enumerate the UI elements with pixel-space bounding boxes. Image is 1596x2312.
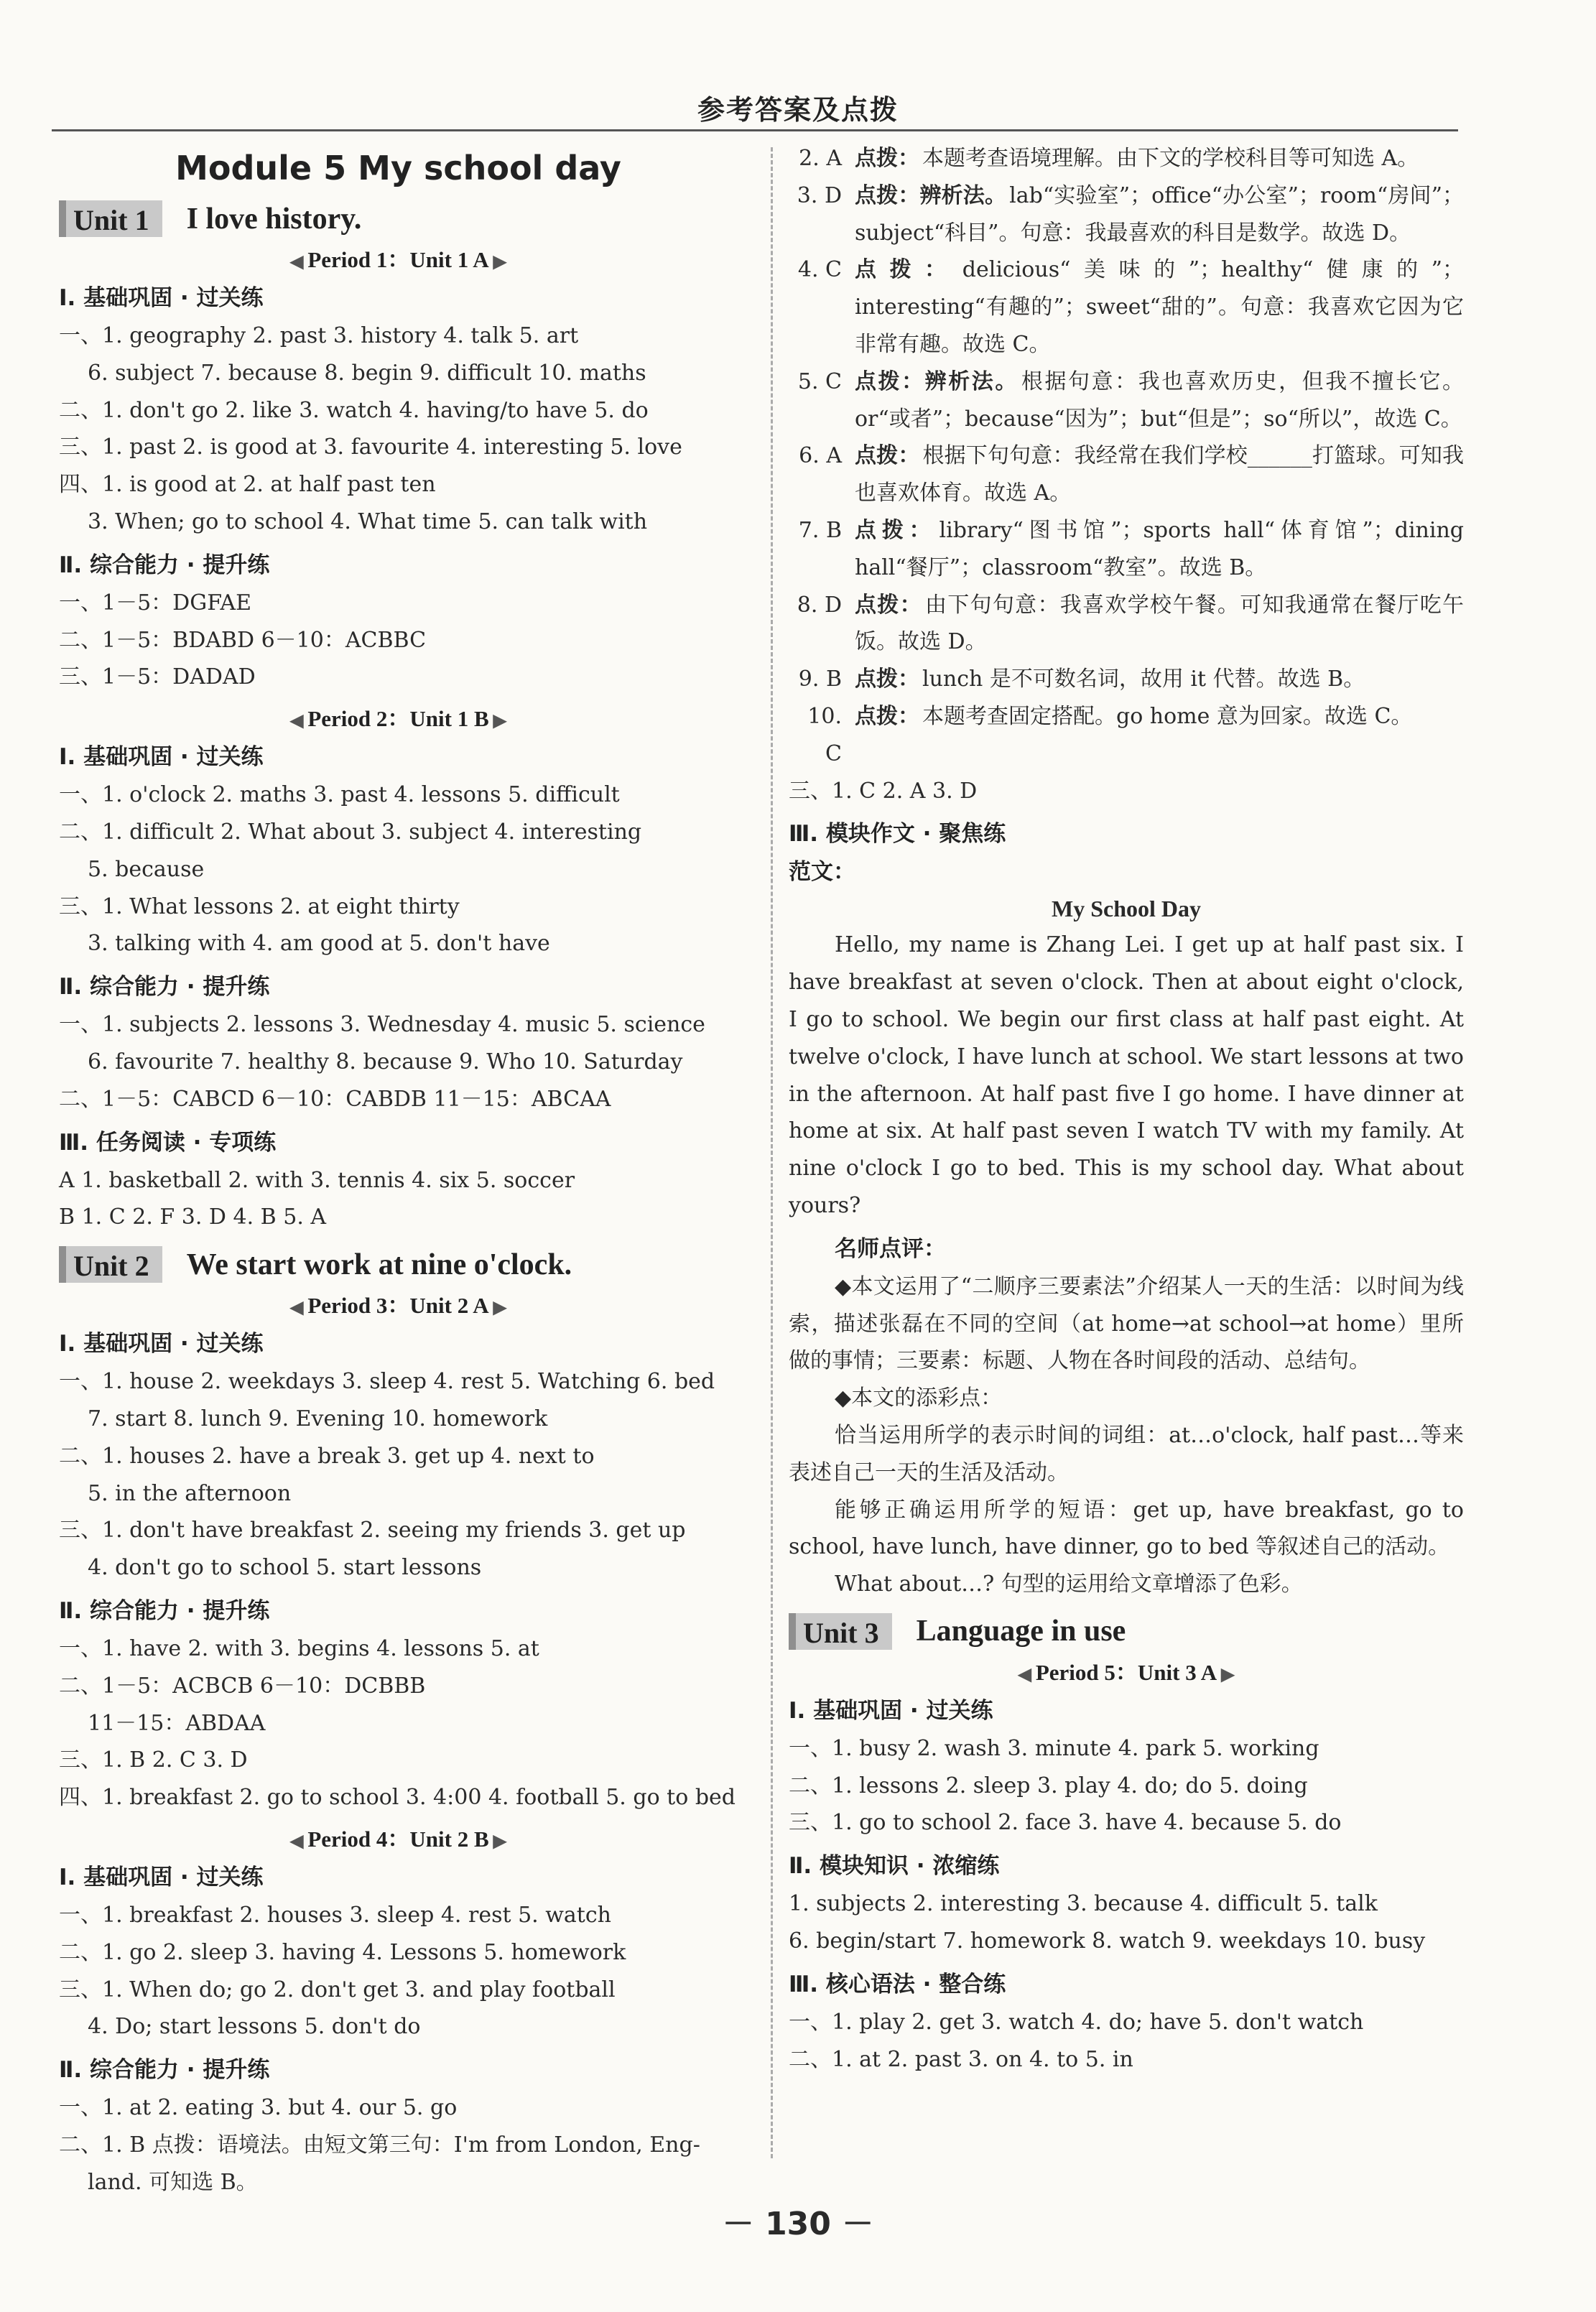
answer-line: 二、1. at 2. past 3. on 4. to 5. in xyxy=(789,2046,1133,2072)
answer-line: 二、1－5：ACBCB 6－10：DCBBB xyxy=(59,1673,426,1699)
answer-line: 二、1. B 点拨：语境法。由短文第三句：I'm from London, Eng- xyxy=(59,2132,700,2158)
module-title: Module 5 My school day xyxy=(175,149,621,187)
section-heading: Ⅱ. 综合能力 · 提升练 xyxy=(59,974,270,1001)
section-heading: Ⅲ. 模块作文 · 聚焦练 xyxy=(789,821,1006,848)
answer-line: B 1. C 2. F 3. D 4. B 5. A xyxy=(59,1204,327,1230)
answer-item: 3. D 点拨：辨析法。 lab“实验室”；office“办公室”；room“房间”；subject“科目”。句意：我最喜欢的科目是数学。故选 D。 xyxy=(797,182,1464,246)
answer-line: 一、1. at 2. eating 3. but 4. our 5. go xyxy=(59,2095,458,2121)
unit-title: I love history. xyxy=(186,202,362,236)
header-rule xyxy=(52,129,1458,131)
answer-line: 一、1. busy 2. wash 3. minute 4. park 5. working xyxy=(789,1735,1319,1761)
answer-item: 7. B 点拨： library“图书馆”；sports hall“体育馆”；dining hall“餐厅”；classroom“教室”。故选 B。 xyxy=(798,517,1464,580)
section-heading: Ⅱ. 模块知识 · 浓缩练 xyxy=(789,1853,1000,1880)
answer-line: land. 可知选 B。 xyxy=(88,2169,258,2195)
answer-line: 四、1. is good at 2. at half past ten xyxy=(59,472,436,498)
answer-line: 一、1. o'clock 2. maths 3. past 4. lessons 5. difficult xyxy=(59,782,620,808)
answer-item: 2. A 点拨： 本题考查语境理解。由下文的学校科目等可知选 A。 xyxy=(799,146,1419,171)
answer-line: A 1. basketball 2. with 3. tennis 4. six 5. soccer xyxy=(59,1167,575,1193)
period-4-heading: ◀ Period 4：Unit 2 B ▶ xyxy=(289,1826,507,1852)
answer-line: 二、1－5：CABCD 6－10：CABDB 11－15：ABCAA xyxy=(59,1086,611,1112)
answer-line: 5. because xyxy=(88,856,205,882)
answer-line: 三、1. When do; go 2. don't get 3. and play football xyxy=(59,1977,616,2002)
unit-1-heading xyxy=(59,200,738,237)
column-divider xyxy=(771,147,773,2158)
answer-line: 3. talking with 4. am good at 5. don't have xyxy=(88,931,550,957)
section-heading: Ⅱ. 综合能力 · 提升练 xyxy=(59,552,270,578)
section-heading: Ⅰ. 基础巩固 · 过关练 xyxy=(59,1331,264,1357)
comment-paragraph: ◆本文运用了“二顺序三要素法”介绍某人一天的生活：以时间为线索，描述张磊在不同的空间（at home→at school→at home）里所做的事情；三要素：标题、人物在各时间段的活动、总结句。 xyxy=(789,1273,1464,1374)
section-heading: Ⅱ. 综合能力 · 提升练 xyxy=(59,2057,270,2084)
answer-item: 6. A 点拨： 根据下句句意：我经常在我们学校______打篮球。可知我也喜欢体育。故选 A。 xyxy=(799,443,1465,506)
unit-tag: Unit 2 xyxy=(59,1246,162,1283)
answer-line: 一、1. play 2. get 3. watch 4. do; have 5. don't watch xyxy=(789,2009,1364,2035)
answer-line: 三、1－5：DADAD xyxy=(59,664,256,690)
answer-line: 二、1. houses 2. have a break 3. get up 4. next to xyxy=(59,1443,595,1469)
comment-paragraph: 恰当运用所学的表示时间的词组：at…o'clock, half past…等来表述自己一天的生活及活动。 xyxy=(789,1422,1464,1485)
period-5-heading: ◀ Period 5：Unit 3 A ▶ xyxy=(1018,1659,1235,1685)
period-1-heading: ◀ Period 1：Unit 1 A ▶ xyxy=(289,247,507,272)
answer-line: 3. When; go to school 4. What time 5. can talk with xyxy=(88,509,648,534)
answer-line: 四、1. breakfast 2. go to school 3. 4:00 4. football 5. go to bed xyxy=(59,1785,736,1811)
page-header-title: 参考答案及点拨 xyxy=(697,94,899,126)
answer-line: 1. subjects 2. interesting 3. because 4. difficult 5. talk xyxy=(789,1891,1378,1917)
answer-line: 6. favourite 7. healthy 8. because 9. Who 10. Saturday xyxy=(88,1049,683,1074)
page-number: － 130 － xyxy=(722,2206,874,2242)
answer-line: 三、1. What lessons 2. at eight thirty xyxy=(59,893,460,919)
answer-line: 一、1. house 2. weekdays 3. sleep 4. rest 5. Watching 6. bed xyxy=(59,1369,715,1395)
answer-line: 一、1. geography 2. past 3. history 4. talk 5. art xyxy=(59,323,579,348)
unit-title: Language in use xyxy=(916,1615,1126,1648)
answer-line: 7. start 8. lunch 9. Evening 10. homework xyxy=(88,1406,548,1431)
answer-item: 9. B 点拨： lunch 是不可数名词，故用 it 代替。故选 B。 xyxy=(798,667,1365,692)
section-heading: Ⅰ. 基础巩固 · 过关练 xyxy=(59,744,264,771)
answer-line: 二、1. lessons 2. sleep 3. play 4. do; do 5. doing xyxy=(789,1773,1308,1798)
period-2-heading: ◀ Period 2：Unit 1 B ▶ xyxy=(289,706,507,732)
answer-line: 三、1. don't have breakfast 2. seeing my friends 3. get up xyxy=(59,1518,686,1543)
answer-line: 一、1. subjects 2. lessons 3. Wednesday 4. music 5. science xyxy=(59,1012,705,1038)
answer-line: 4. don't go to school 5. start lessons xyxy=(88,1555,482,1581)
answer-line: 二、1－5：BDABD 6－10：ACBBC xyxy=(59,627,427,653)
essay-title: My School Day xyxy=(1052,896,1201,922)
answer-item: 5. C 点拨：辨析法。 根据句意：我也喜欢历史，但我不擅长它。or“或者”；because“因为”；but“但是”；so“所以”，故选 C。 xyxy=(797,368,1465,432)
right-column xyxy=(789,140,1464,2078)
unit-tag: Unit 1 xyxy=(59,200,162,237)
teacher-comment-label: 名师点评： xyxy=(835,1235,946,1262)
answer-line: 5. in the afternoon xyxy=(88,1480,292,1506)
answer-item: 10. C 点拨： 本题考查固定搭配。go home 意为回家。故选 C。 xyxy=(807,703,1413,766)
answer-item: 4. C 点拨： delicious“美味的”；healthy“健康的”；interesting“有趣的”；sweet“甜的”。句意：我喜欢它因为它非常有趣。故选 C。 xyxy=(797,257,1464,357)
left-column xyxy=(59,140,738,2201)
answer-line: 6. begin/start 7. homework 8. watch 9. weekdays 10. busy xyxy=(789,1928,1426,1954)
unit-tag: Unit 3 xyxy=(789,1613,892,1650)
answer-line: 4. Do; start lessons 5. don't do xyxy=(88,2014,421,2040)
answer-line: 三、1. C 2. A 3. D xyxy=(789,778,978,804)
unit-2-heading xyxy=(59,1246,738,1283)
comment-paragraph: ◆本文的添彩点： xyxy=(835,1385,1003,1411)
unit-title: We start work at nine o'clock. xyxy=(186,1248,572,1281)
model-essay-label: 范文： xyxy=(789,859,855,886)
essay-body: Hello, my name is Zhang Lei. I get up at half past six. I have breakfast at seven o'clock. Then at about eight o'clock, I go to school. We begin our first class at half past eight. At twelve o'clock, I have lunch at school. We start lessons at two in the afternoon. At half past five I go home. I have dinner at home at six. At half past seven I watch TV with my family. At nine o'clock I go to bed. This is my school day. What about yours? xyxy=(789,932,1464,1218)
answer-line: 一、1－5：DGFAE xyxy=(59,590,251,616)
answer-line: 二、1. difficult 2. What about 3. subject 4. interesting xyxy=(59,819,642,845)
answer-line: 一、1. breakfast 2. houses 3. sleep 4. rest 5. watch xyxy=(59,1902,611,1928)
section-heading: Ⅲ. 核心语法 · 整合练 xyxy=(789,1971,1006,1997)
answer-line: 6. subject 7. because 8. begin 9. difficult 10. maths xyxy=(88,360,646,386)
section-heading: Ⅰ. 基础巩固 · 过关练 xyxy=(59,285,264,311)
section-heading: Ⅱ. 综合能力 · 提升练 xyxy=(59,1597,270,1624)
answer-line: 三、1. go to school 2. face 3. have 4. because 5. do xyxy=(789,1810,1342,1836)
comment-paragraph: 能够正确运用所学的短语：get up, have breakfast, go to school, have lunch, have dinner, go to bed 等叙述自己的活动。 xyxy=(789,1497,1464,1560)
answer-line: 二、1. don't go 2. like 3. watch 4. having/to have 5. do xyxy=(59,397,649,423)
period-3-heading: ◀ Period 3：Unit 2 A ▶ xyxy=(289,1293,507,1319)
section-heading: Ⅲ. 任务阅读 · 专项练 xyxy=(59,1129,277,1156)
answer-line: 11－15：ABDAA xyxy=(88,1710,266,1736)
answer-line: 二、1. go 2. sleep 3. having 4. Lessons 5. homework xyxy=(59,1939,626,1965)
unit-3-heading xyxy=(789,1613,1464,1650)
section-heading: Ⅰ. 基础巩固 · 过关练 xyxy=(789,1697,993,1724)
section-heading: Ⅰ. 基础巩固 · 过关练 xyxy=(59,1864,264,1890)
answer-line: 三、1. past 2. is good at 3. favourite 4. interesting 5. love xyxy=(59,435,682,460)
answer-line: 三、1. B 2. C 3. D xyxy=(59,1747,248,1773)
answer-item: 8. D 点拨： 由下句句意：我喜欢学校午餐。可知我通常在餐厅吃午饭。故选 D。 xyxy=(797,592,1465,655)
answer-line: 一、1. have 2. with 3. begins 4. lessons 5. at xyxy=(59,1635,539,1661)
comment-paragraph: What about…? 句型的运用给文章增添了色彩。 xyxy=(835,1571,1303,1597)
